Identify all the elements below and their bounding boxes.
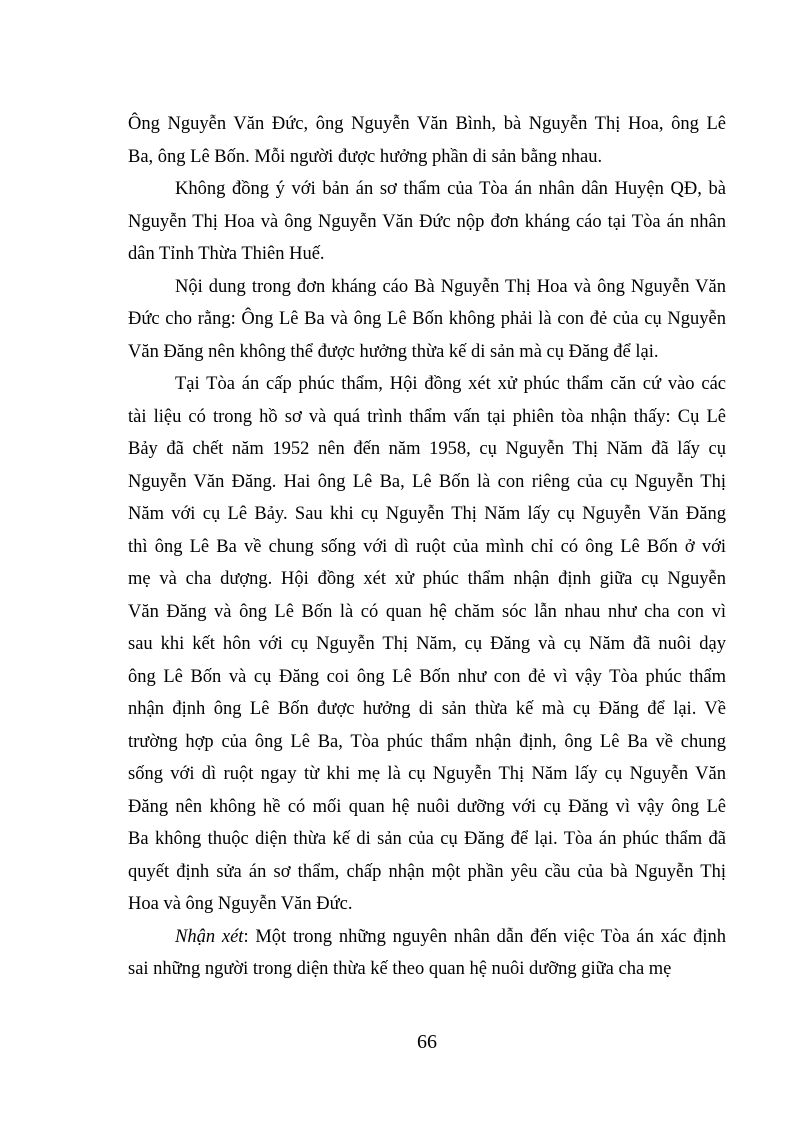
text-line: Văn Đăng nên không thể được hưởng thừa kế di sản mà cụ Đăng để lại. (128, 341, 659, 362)
text-line: Đức cho rằng: Ông Lê Ba và ông Lê Bốn không phải là con đẻ của cụ Nguyễn (128, 309, 726, 329)
text-line: Tại Tòa án cấp phúc thẩm, Hội đồng xét xử phúc thẩm căn cứ vào các (175, 374, 726, 394)
text-line: sống với dì ruột ngay từ khi mẹ là cụ Nguyễn Thị Năm lấy cụ Nguyễn Văn (128, 764, 726, 784)
text-line: thì ông Lê Ba về chung sống với dì ruột của mình chỉ có ông Lê Bốn ở với (128, 536, 726, 557)
text-line: Đăng nên không hề có mối quan hệ nuôi dưỡng với cụ Đăng vì vậy ông Lê (128, 796, 726, 817)
paragraph (128, 271, 726, 369)
text-line: nhận định ông Lê Bốn được hưởng di sản thừa kế mà cụ Đăng để lại. Về (128, 699, 726, 719)
text-line: sau khi kết hôn với cụ Nguyễn Thị Năm, cụ Đăng và cụ Năm đã nuôi dạy (128, 634, 726, 654)
text-line: Ba không thuộc diện thừa kế di sản của cụ Đăng để lại. Tòa án phúc thẩm đã (128, 829, 726, 849)
text-line: Không đồng ý với bản án sơ thẩm của Tòa án nhân dân Huyện QĐ, bà (175, 179, 726, 199)
text-block (128, 108, 726, 986)
text-line: Nguyễn Văn Đăng. Hai ông Lê Ba, Lê Bốn là con riêng của cụ Nguyễn Thị (128, 471, 726, 492)
text-line: Ông Nguyễn Văn Đức, ông Nguyễn Văn Bình, bà Nguyễn Thị Hoa, ông Lê (128, 114, 726, 134)
text-line: Nhận xét: Một trong những nguyên nhân dẫn đến việc Tòa án xác định (175, 926, 726, 947)
text-line: sai những người trong diện thừa kế theo quan hệ nuôi dưỡng giữa cha mẹ (128, 959, 672, 979)
text-line: Bảy đã chết năm 1952 nên đến năm 1958, cụ Nguyễn Thị Năm đã lấy cụ (128, 439, 726, 459)
text-line: Ba, ông Lê Bốn. Mỗi người được hưởng phần di sản bằng nhau. (128, 146, 603, 167)
page-number: 66 (417, 1031, 437, 1053)
text-line: trường hợp của ông Lê Ba, Tòa phúc thẩm nhận định, ông Lê Ba về chung (128, 731, 726, 752)
text-line: Nguyễn Thị Hoa và ông Nguyễn Văn Đức nộp đơn kháng cáo tại Tòa án nhân (128, 211, 726, 232)
paragraph (128, 108, 726, 173)
paragraph (128, 921, 726, 986)
text-line: dân Tỉnh Thừa Thiên Huế. (128, 244, 325, 264)
text-line: Nội dung trong đơn kháng cáo Bà Nguyễn Thị Hoa và ông Nguyễn Văn (175, 276, 726, 297)
text-line: ông Lê Bốn và cụ Đăng coi ông Lê Bốn như con đẻ vì vậy Tòa phúc thẩm (128, 666, 726, 687)
text-line: Năm với cụ Lê Bảy. Sau khi cụ Nguyễn Thị Năm lấy cụ Nguyễn Văn Đăng (128, 504, 726, 524)
text-line: quyết định sửa án sơ thẩm, chấp nhận một phần yêu cầu của bà Nguyễn Thị (128, 861, 726, 882)
text-line: mẹ và cha dượng. Hội đồng xét xử phúc thẩm nhận định giữa cụ Nguyễn (128, 569, 726, 589)
text-line: Hoa và ông Nguyễn Văn Đức. (128, 894, 353, 914)
italic-lead-in: Nhận xét (175, 926, 244, 947)
text-line: tài liệu có trong hồ sơ và quá trình thẩm vấn tại phiên tòa nhận thấy: Cụ Lê (128, 406, 726, 427)
paragraph (128, 173, 726, 271)
paragraph (128, 368, 726, 921)
text-line: Văn Đăng và ông Lê Bốn là có quan hệ chăm sóc lẫn nhau như cha con vì (128, 601, 726, 622)
